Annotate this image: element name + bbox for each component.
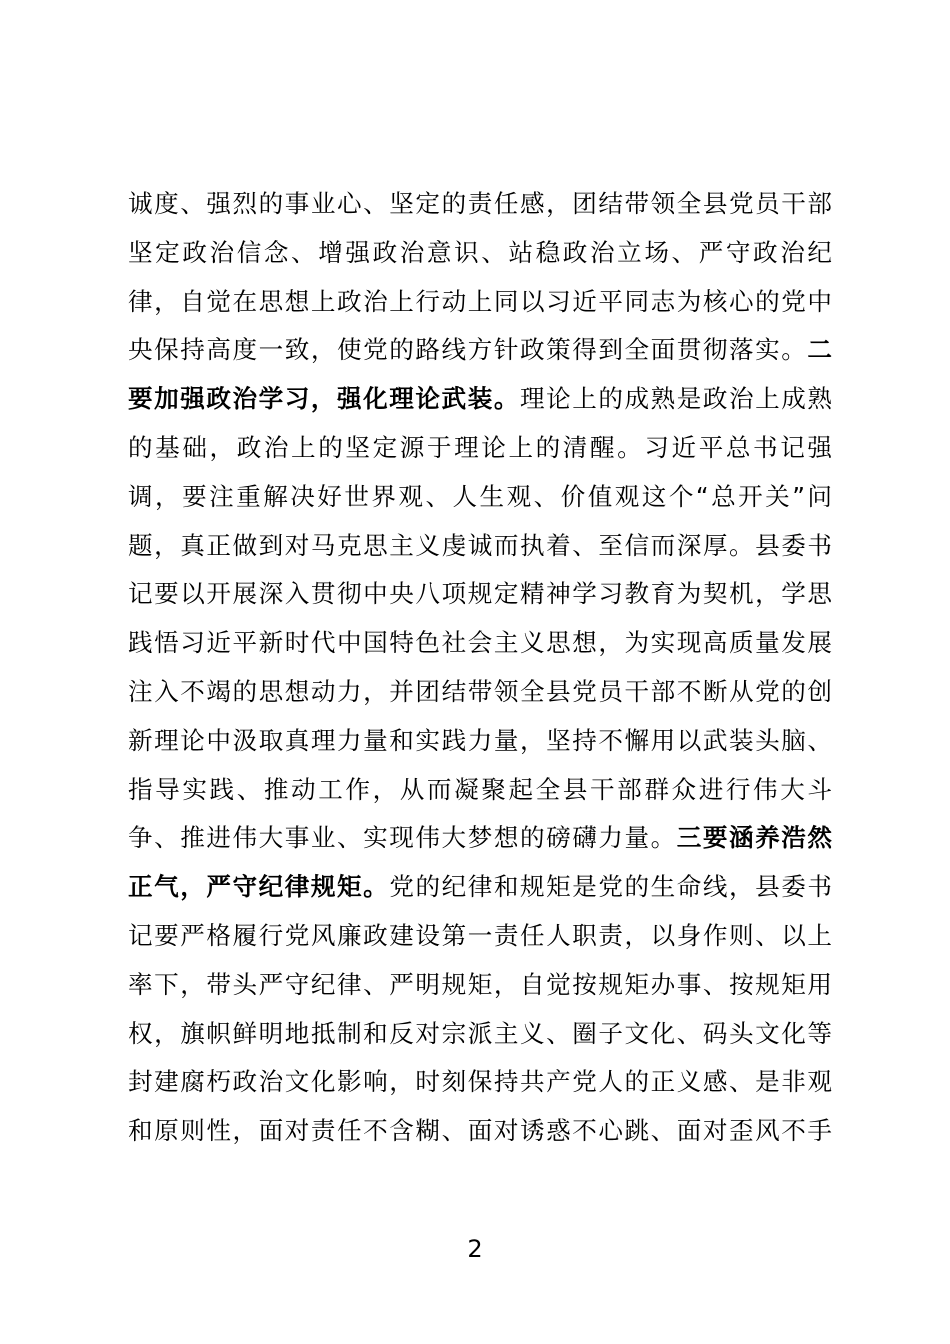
text-segment: 封建腐朽政治文化影响，时刻保持共产党人的正义感、是非观	[128, 1067, 832, 1097]
text-segment: 的基础，政治上的坚定源于理论上的清醒。习近平总书记强	[128, 432, 832, 462]
text-line	[128, 863, 832, 912]
text-segment: 律，自觉在思想上政治上行动上同以习近平同志为核心的党中	[128, 286, 832, 316]
text-line	[128, 278, 832, 327]
text-line	[128, 961, 832, 1010]
bold-text-segment: 二	[807, 335, 832, 365]
text-segment: 央保持高度一致，使党的路线方针政策得到全面贯彻落实。	[128, 335, 808, 365]
text-segment: 理论上的成熟是政治上成熟	[519, 384, 832, 414]
text-line	[128, 180, 832, 229]
text-segment: 调，要注重解决好世界观、人生观、价值观这个“总开关”问	[128, 481, 832, 511]
text-line	[128, 814, 832, 863]
text-segment: 践悟习近平新时代中国特色社会主义思想，为实现高质量发展	[128, 628, 832, 658]
text-line	[128, 375, 832, 424]
text-line	[128, 1010, 832, 1059]
text-line	[128, 717, 832, 766]
text-segment: 题，真正做到对马克思主义虔诚而执着、至信而深厚。县委书	[128, 530, 832, 560]
text-line	[128, 570, 832, 619]
text-segment: 诚度、强烈的事业心、坚定的责任感，团结带领全县党员干部	[128, 189, 832, 218]
text-line	[128, 1107, 832, 1156]
bold-text-segment: 正气，严守纪律规矩。	[128, 872, 390, 902]
text-segment: 和原则性，面对责任不含糊、面对诱惑不心跳、面对歪风不手	[128, 1116, 832, 1146]
text-segment: 坚定政治信念、增强政治意识、站稳政治立场、严守政治纪	[128, 237, 832, 267]
text-line	[128, 326, 832, 375]
text-segment: 党的纪律和规矩是党的生命线，县委书	[389, 872, 832, 902]
text-segment: 权，旗帜鲜明地抵制和反对宗派主义、圈子文化、码头文化等	[128, 1018, 832, 1048]
text-segment: 新理论中汲取真理力量和实践力量，坚持不懈用以武装头脑、	[128, 725, 832, 755]
text-line	[128, 912, 832, 961]
text-line	[128, 473, 832, 522]
bold-text-segment: 三要涵养浩然	[676, 823, 832, 853]
text-segment: 记要严格履行党风廉政建设第一责任人职责，以身作则、以上	[128, 920, 832, 950]
document-body	[128, 180, 832, 1156]
text-segment: 率下，带头严守纪律、严明规矩，自觉按规矩办事、按规矩用	[128, 969, 832, 999]
page-number: 2	[467, 1235, 483, 1263]
text-line	[128, 668, 832, 717]
text-line	[128, 619, 832, 668]
text-segment: 争、推进伟大事业、实现伟大梦想的磅礴力量。	[128, 823, 677, 853]
text-segment: 指导实践、推动工作，从而凝聚起全县干部群众进行伟大斗	[128, 774, 832, 804]
text-line	[128, 424, 832, 473]
text-segment: 注入不竭的思想动力，并团结带领全县党员干部不断从党的创	[128, 676, 832, 706]
bold-text-segment: 要加强政治学习，强化理论武装。	[128, 384, 520, 414]
text-line	[128, 1058, 832, 1107]
text-line	[128, 229, 832, 278]
text-line	[128, 522, 832, 571]
text-line	[128, 766, 832, 815]
text-segment: 记要以开展深入贯彻中央八项规定精神学习教育为契机，学思	[128, 579, 832, 609]
